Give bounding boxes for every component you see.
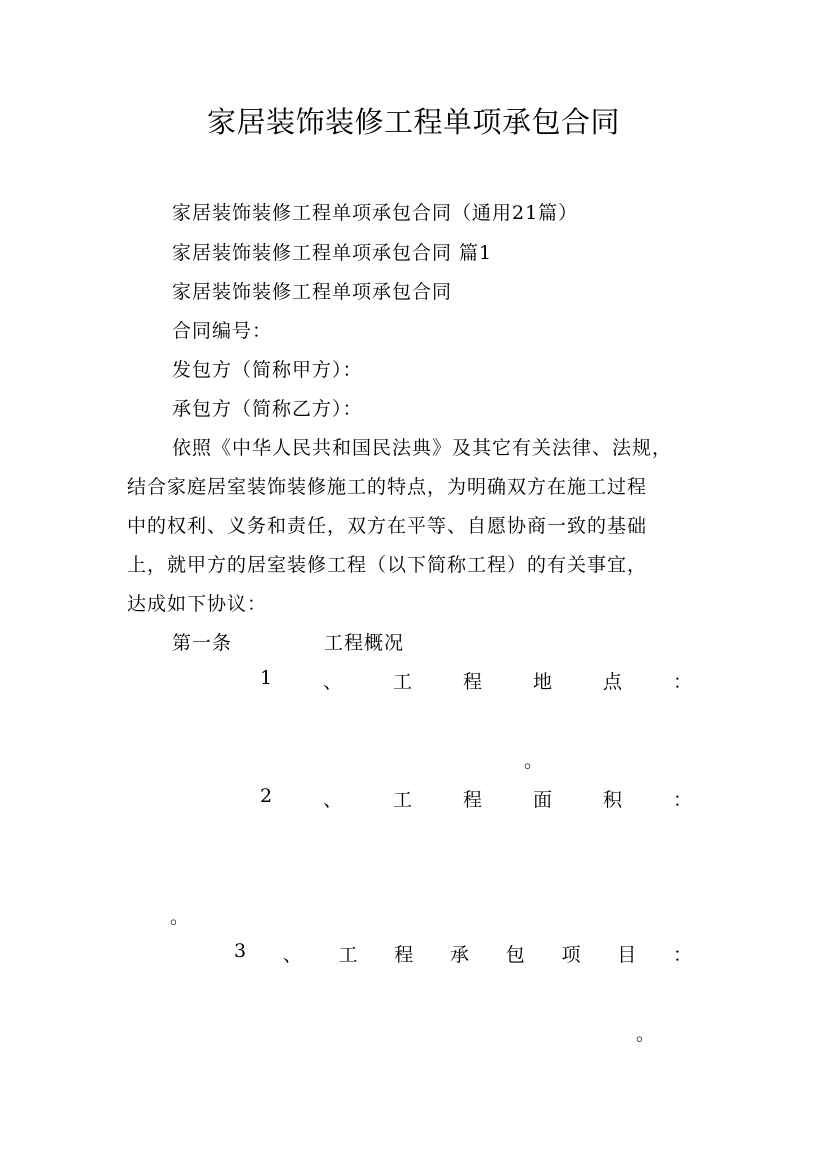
subtitle-line: 家居装饰装修工程单项承包合同（通用21篇） xyxy=(172,202,579,224)
item-char: 目 xyxy=(617,944,637,966)
item-char: 工 xyxy=(393,671,413,693)
item-char: 包 xyxy=(505,944,525,966)
item-char: 地 xyxy=(533,671,553,693)
item-char: 程 xyxy=(394,944,414,966)
item-char: ： xyxy=(672,944,692,966)
contract-number-label: 合同编号： xyxy=(172,320,273,342)
item-char: 承 xyxy=(450,944,470,966)
item-char: ： xyxy=(672,671,692,693)
item-char: 面 xyxy=(533,789,553,811)
item-number: 2 xyxy=(260,785,273,807)
item-project-location xyxy=(260,667,692,694)
document-title: 家居装饰装修工程单项承包合同 xyxy=(206,105,620,139)
blank-end-period: 。 xyxy=(524,750,544,772)
item-char: 工 xyxy=(338,944,358,966)
item-contract-scope xyxy=(234,940,692,967)
contract-name: 家居装饰装修工程单项承包合同 xyxy=(172,281,453,303)
item-char: 程 xyxy=(463,789,483,811)
section-heading: 家居装饰装修工程单项承包合同 篇1 xyxy=(172,242,493,264)
item-char: 、 xyxy=(323,789,343,811)
item-char: 、 xyxy=(323,671,343,693)
article-title: 工程概况 xyxy=(324,632,405,654)
blank-end-period: 。 xyxy=(170,906,190,928)
paragraph-line: 依照《中华人民共和国民法典》及其它有关法律、法规， xyxy=(172,437,673,459)
paragraph-line: 上，就甲方的居室装修工程（以下简称工程）的有关事宜， xyxy=(127,554,648,576)
paragraph-line: 达成如下协议： xyxy=(127,593,268,615)
paragraph-line: 结合家庭居室装饰装修施工的特点，为明确双方在施工过程 xyxy=(127,476,648,498)
item-char: 程 xyxy=(463,671,483,693)
item-char: 积 xyxy=(603,789,623,811)
article-heading xyxy=(172,628,404,655)
item-char: 工 xyxy=(393,789,413,811)
party-b-label: 承包方（简称乙方）： xyxy=(172,398,363,420)
item-char: ： xyxy=(672,789,692,811)
item-char: 点 xyxy=(603,671,623,693)
blank-end-period: 。 xyxy=(636,1023,656,1045)
paragraph-line: 中的权利、义务和责任，双方在平等、自愿协商一致的基础 xyxy=(127,515,648,537)
item-char: 项 xyxy=(561,944,581,966)
item-char: 、 xyxy=(282,944,302,966)
item-project-area xyxy=(260,785,692,812)
party-a-label: 发包方（简称甲方）： xyxy=(172,359,363,381)
item-number: 1 xyxy=(260,667,273,689)
item-number: 3 xyxy=(234,940,247,962)
article-label: 第一条 xyxy=(172,632,233,654)
